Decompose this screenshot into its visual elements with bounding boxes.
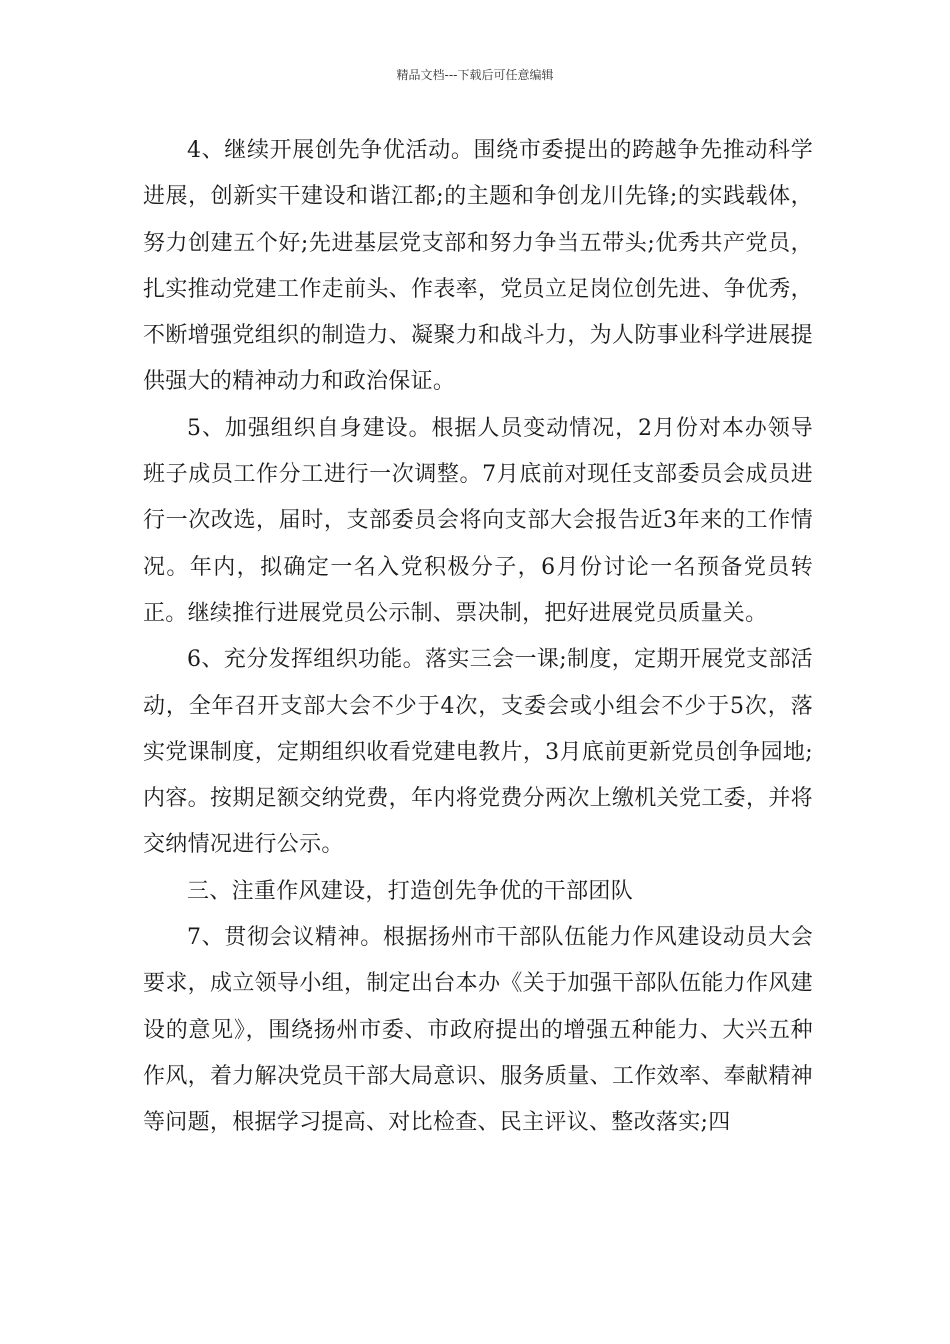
paragraph-item-5: 5、加强组织自身建设。根据人员变动情况，2月份对本办领导班子成员工作分工进行一次调整。7月底前对现任支部委员会成员进行一次改选，届时，支部委员会将向支部大会报告近3年来的工作情况。年内，拟确定一名入党积极分子，6月份讨论一名预备党员转正。继续推行进展党员公示制、票决制，把好进展党员质量关。 [143,415,813,626]
section-heading-3: 三、注重作风建设，打造创先争优的干部团队 [187,878,634,904]
paragraph-item-7: 7、贯彻会议精神。根据扬州市干部队伍能力作风建设动员大会要求，成立领导小组，制定出台本办《关于加强干部队伍能力作风建设的意见》，围绕扬州市委、市政府提出的增强五种能力、大兴五种作风，着力解决党员干部大局意识、服务质量、工作效率、奉献精神等问题，根据学习提高、对比检查、民主评议、整改落实;四 [143,925,813,1136]
page-header: 精品文档---下载后可任意编辑 [396,68,554,82]
document-body [143,128,813,1147]
paragraph-item-4: 4、继续开展创先争优活动。围绕市委提出的跨越争先推动科学进展，创新实干建设和谐江都;的主题和争创龙川先锋;的实践载体，努力创建五个好;先进基层党支部和努力争当五带头;优秀共产党员，扎实推动党建工作走前头、作表率，党员立足岗位创先进、争优秀，不断增强党组织的制造力、凝聚力和战斗力，为人防事业科学进展提供强大的精神动力和政治保证。 [143,138,813,395]
paragraph-item-6: 6、充分发挥组织功能。落实三会一课;制度，定期开展党支部活动，全年召开支部大会不少于4次，支委会或小组会不少于5次，落实党课制度，定期组织收看党建电教片，3月底前更新党员创争园地;内容。按期足额交纳党费，年内将党费分两次上缴机关党工委，并将交纳情况进行公示。 [143,647,813,858]
